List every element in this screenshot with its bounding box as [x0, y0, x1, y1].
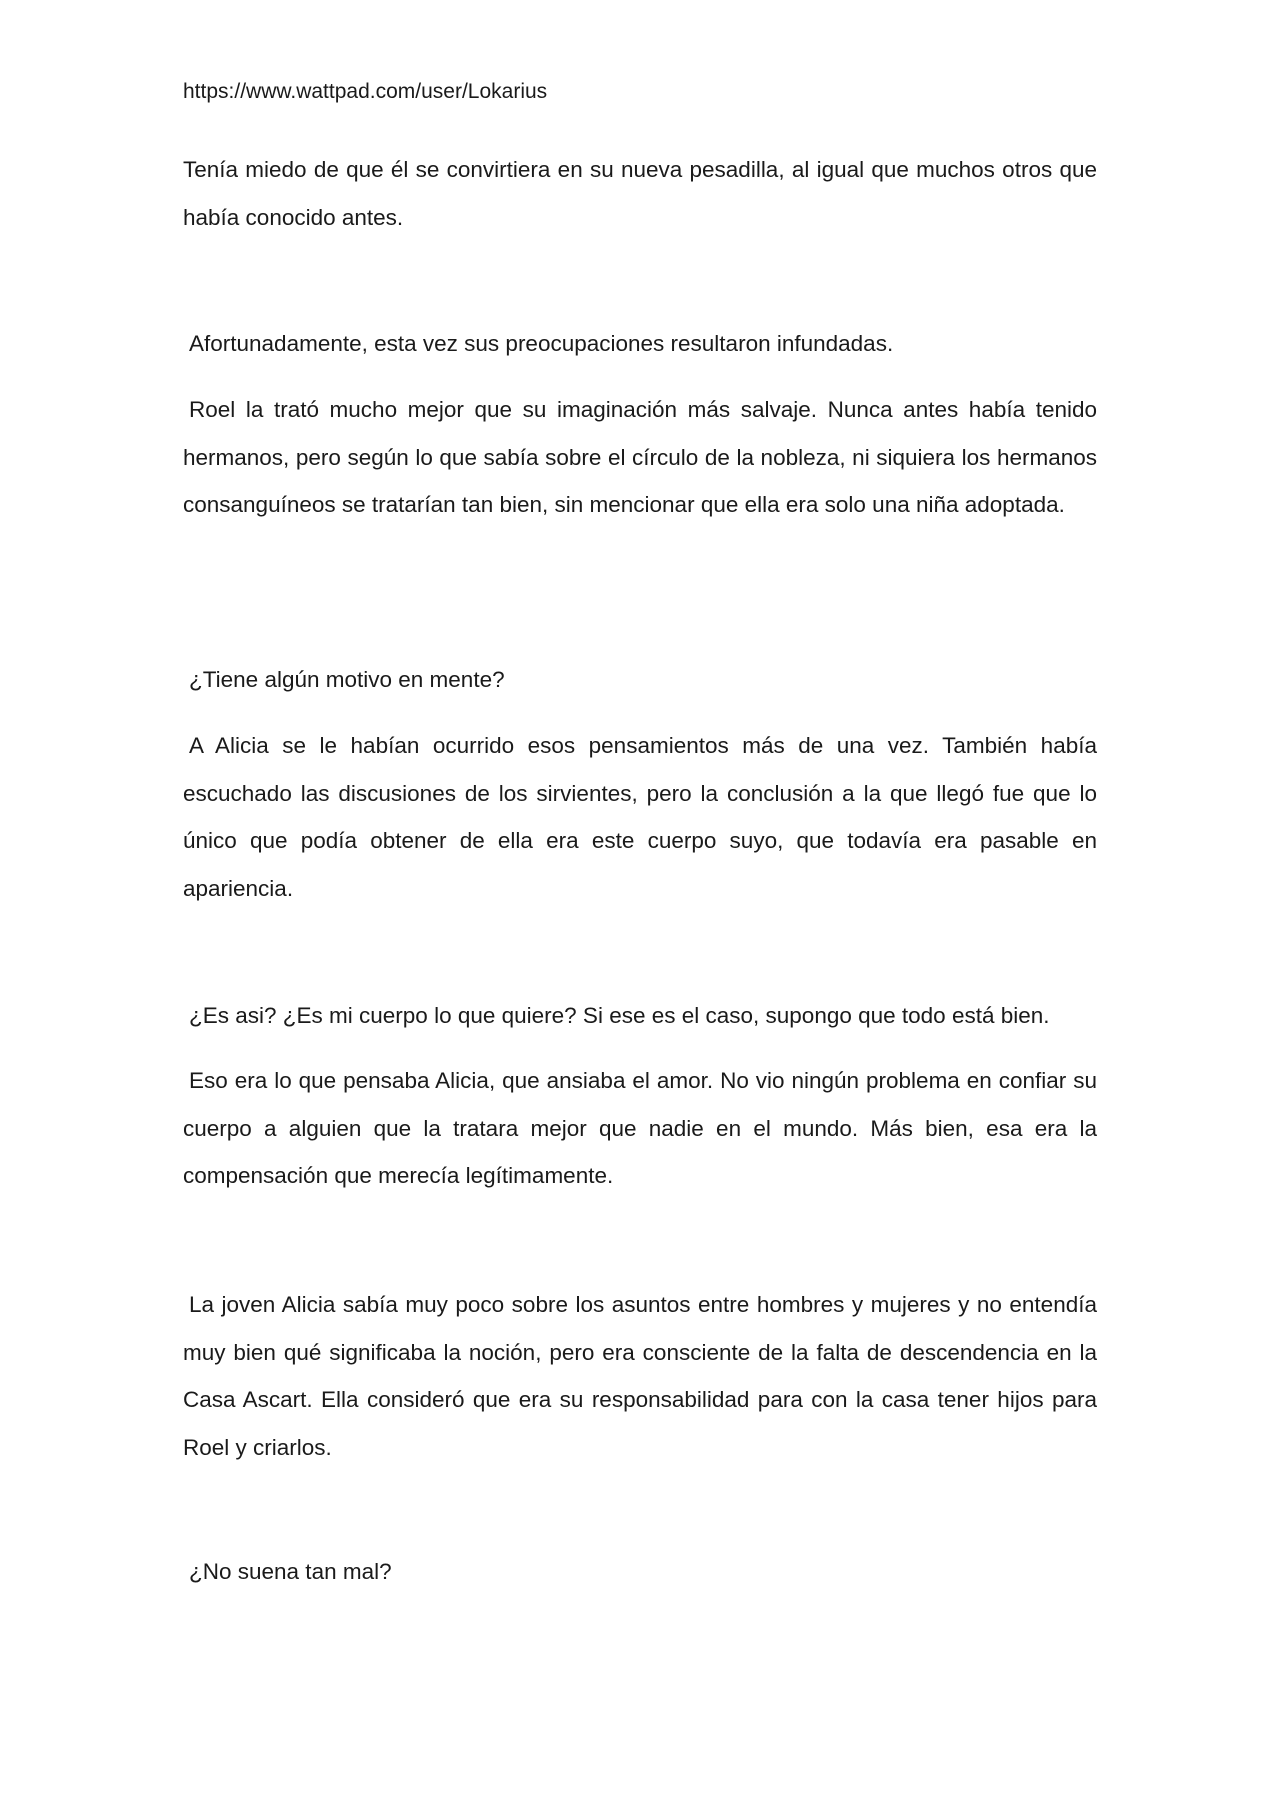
paragraph: Roel la trató mucho mejor que su imaginación más salvaje. Nunca antes había tenido hermanos, pero según lo que sabía sobre el círculo de la nobleza, ni siquiera los hermanos consanguíneos se tratarían tan bien, sin mencionar que ella era solo una niña adoptada.	[183, 397, 1097, 517]
paragraph: ¿Tiene algún motivo en mente?	[189, 667, 505, 692]
paragraph: Tenía miedo de que él se convirtiera en su nueva pesadilla, al igual que muchos otros que había conocido antes.	[183, 157, 1097, 230]
paragraph: Eso era lo que pensaba Alicia, que ansiaba el amor. No vio ningún problema en confiar su cuerpo a alguien que la tratara mejor que nadie en el mundo. Más bien, esa era la compensación que merecía legítimamente.	[183, 1068, 1097, 1188]
paragraph: A Alicia se le habían ocurrido esos pensamientos más de una vez. También había escuchado las discusiones de los sirvientes, pero la conclusión a la que llegó fue que lo único que podía obtener de ella era este cuerpo suyo, que todavía era pasable en apariencia.	[183, 733, 1097, 901]
paragraph: Afortunadamente, esta vez sus preocupaciones resultaron infundadas.	[189, 331, 894, 356]
header-url: https://www.wattpad.com/user/Lokarius	[183, 80, 548, 103]
paragraph: ¿No suena tan mal?	[189, 1559, 392, 1584]
paragraph: ¿Es asi? ¿Es mi cuerpo lo que quiere? Si ese es el caso, supongo que todo está bien.	[189, 1003, 1050, 1028]
paragraph: La joven Alicia sabía muy poco sobre los asuntos entre hombres y mujeres y no entendía muy bien qué significaba la noción, pero era consciente de la falta de descendencia en la Casa Ascart. Ella consideró que era su responsabilidad para con la casa tener hijos para Roel y criarlos.	[183, 1292, 1097, 1460]
